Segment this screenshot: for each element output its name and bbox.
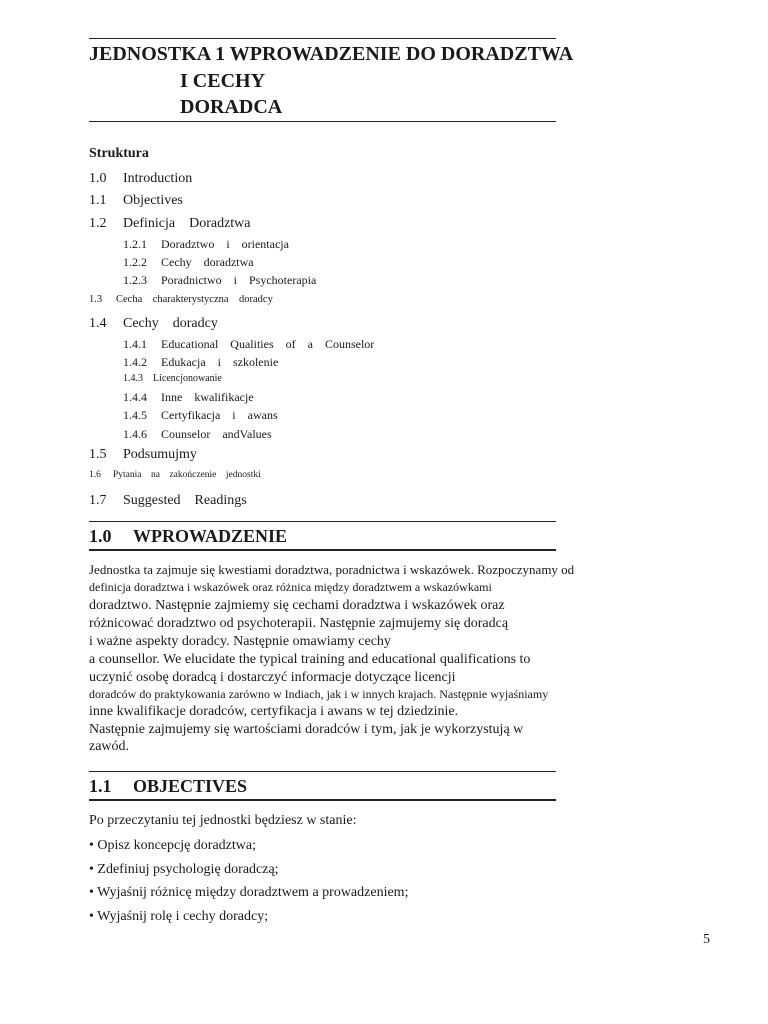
intro-paragraph-line: Jednostka ta zajmuje się kwestiami doradztwa, poradnictwa i wskazówek. Rozpoczynamy od — [89, 562, 575, 577]
toc-subentry: 1.4.5 Certyfikacja i awans — [123, 408, 278, 422]
intro-paragraph-line: uczynić osobę doradcą i dostarczyć informacje dotyczące licencji — [89, 670, 456, 685]
section-top-rule — [89, 771, 556, 772]
toc-subentry: 1.2.1 Doradztwo i orientacja — [123, 237, 289, 251]
intro-paragraph-line: inne kwalifikacje doradców, certyfikacja i awans w tej dziedzinie. — [89, 704, 459, 719]
title-bottom-rule — [89, 121, 556, 122]
intro-paragraph-line: doradców do praktykowania zarówno w Indiach, jak i w innych krajach. Następnie wyjaśniamy — [89, 687, 549, 701]
structure-heading: Struktura — [89, 146, 149, 161]
toc-entry: 1.1 Objectives — [89, 193, 183, 208]
intro-paragraph-line: definicja doradztwa i wskazówek oraz różnica między doradztwem a wskazówkami — [89, 580, 492, 594]
toc-entry: 1.2 Definicja Doradztwa — [89, 216, 251, 231]
toc-subentry: 1.2.3 Poradnictwo i Psychoterapia — [123, 273, 317, 287]
section-top-rule — [89, 521, 556, 522]
toc-entry: 1.3 Cecha charakterystyczna doradcy — [89, 294, 273, 305]
toc-entry: 1.7 Suggested Readings — [89, 493, 247, 508]
toc-subentry: 1.2.2 Cechy doradztwa — [123, 255, 254, 269]
objective-bullet: • Wyjaśnij rolę i cechy doradcy; — [89, 909, 269, 924]
objective-bullet: • Wyjaśnij różnicę między doradztwem a prowadzeniem; — [89, 885, 409, 900]
toc-entry: 1.6 Pytania na zakończenie jednostki — [89, 470, 261, 480]
unit-title-line2: I CECHY — [180, 70, 266, 92]
toc-entry: 1.0 Introduction — [89, 171, 193, 186]
toc-entry: 1.4 Cechy doradcy — [89, 316, 218, 331]
objective-bullet: • Zdefiniuj psychologię doradczą; — [89, 862, 279, 877]
intro-paragraph-line: doradztwo. Następnie zajmiemy się cechami doradztwa i wskazówek oraz — [89, 598, 505, 613]
toc-entry: 1.5 Podsumujmy — [89, 447, 197, 462]
intro-paragraph-line: Następnie zajmujemy się wartościami doradców i tym, jak je wykorzystują w — [89, 722, 524, 737]
intro-paragraph-line: i ważne aspekty doradcy. Następnie omawiamy cechy — [89, 634, 391, 649]
title-top-rule — [89, 38, 556, 39]
unit-title-line1: JEDNOSTKA 1 WPROWADZENIE DO DORADZTWA — [89, 43, 574, 65]
objective-bullet: • Opisz koncepcję doradztwa; — [89, 838, 257, 853]
objectives-intro: Po przeczytaniu tej jednostki będziesz w stanie: — [89, 813, 357, 828]
unit-title-line3: DORADCA — [180, 96, 283, 118]
toc-subentry: 1.4.3 Licencjonowanie — [123, 373, 222, 384]
toc-subentry: 1.4.2 Edukacja i szkolenie — [123, 355, 279, 369]
toc-subentry: 1.4.4 Inne kwalifikacje — [123, 390, 254, 404]
section-bottom-rule — [89, 799, 556, 801]
page-number: 5 — [703, 932, 710, 947]
intro-paragraph-line: różnicować doradztwo od psychoterapii. Następnie zajmujemy się doradcą — [89, 616, 509, 631]
toc-subentry: 1.4.6 Counselor andValues — [123, 427, 272, 441]
section-bottom-rule — [89, 549, 556, 551]
section-heading-objectives: 1.1 OBJECTIVES — [89, 776, 248, 796]
intro-paragraph-line: zawód. — [89, 739, 130, 754]
intro-paragraph-line: a counsellor. We elucidate the typical training and educational qualifications to — [89, 652, 531, 667]
toc-subentry: 1.4.1 Educational Qualities of a Counselor — [123, 337, 375, 351]
section-heading-introduction: 1.0 WPROWADZENIE — [89, 526, 288, 546]
